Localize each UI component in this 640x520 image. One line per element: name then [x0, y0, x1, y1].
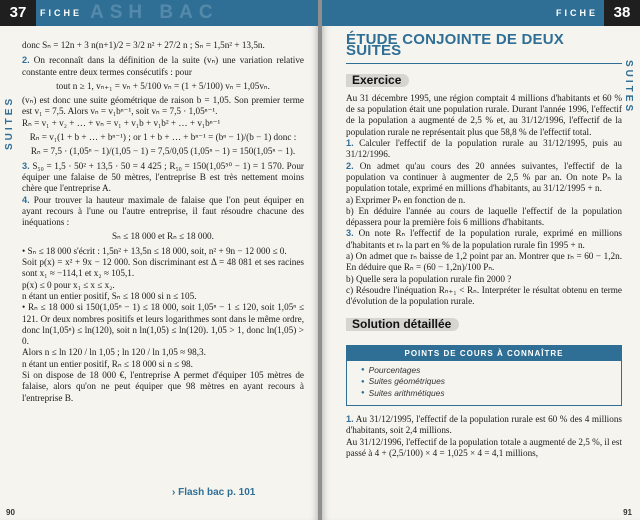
eq-rn-3: Rₙ = 7,5 · (1,05ⁿ − 1)/(1,05 − 1) = 7,5/0,05 (1,05ⁿ − 1) = 150(1,05ⁿ − 1).	[30, 146, 296, 157]
para-geom: (vₙ) est donc une suite géométrique de raison b = 1,05. Son premier terme est v₁ = 7,5. Alors vₙ = v₁bⁿ⁻¹, soit vₙ = 7,5 · 1,05ⁿ⁻¹.	[22, 95, 304, 117]
question-3c: c) Résoudre l'inéquation Rₙ₊₁ < Rₙ. Interpréter le résultat obtenu en terme d'évolution de la population rurale.	[346, 284, 622, 307]
title-rule	[346, 63, 622, 64]
exercise-heading: Exercice	[346, 74, 409, 87]
para-2: 2. On reconnaît dans la définition de la suite (vₙ) une variation relative constante entre deux termes consécutifs : pour	[22, 55, 305, 77]
right-side-tab: SUITES	[623, 60, 634, 115]
para-disc: Soit p(x) = x² + 9x − 12 000. Son discriminant est Δ = 48 081 et ses racines sont x₁ ≈ −114,1 et x₂ ≈ 105,1.	[22, 257, 304, 279]
course-points-box	[346, 345, 622, 406]
question-1: 1. Calculer l'effectif de la population rurale au 31/12/1995, puis au 31/12/1996.	[346, 138, 623, 160]
left-page-number: 37	[0, 0, 36, 26]
para-sn: donc Sₙ = 12n + 3 n(n+1)/2 = 3/2 n² + 27/2 n ; Sₙ = 1,5n² + 13,5n.	[22, 40, 265, 50]
course-point-item: ● Suites géométriques	[361, 376, 621, 387]
solution-heading: Solution détaillée	[346, 318, 459, 331]
right-page-number: 38	[604, 0, 640, 26]
question-3b: b) Quelle sera la population rurale fin 2000 ?	[346, 273, 512, 284]
left-page	[0, 0, 318, 520]
eq-rn-2: Rₙ = v₁(1 + b + … + bⁿ⁻¹) ; or 1 + b + … + bⁿ⁻¹ = (bⁿ − 1)/(b − 1) donc :	[29, 132, 297, 143]
para-3: 3. S₅₀ = 1,5 · 50² + 13,5 · 50 = 4 425 ; R₅₀ = 150(1,05⁵⁰ − 1) = 1 570. Pour équiper une falaise de 50 mètres, l'entreprise B est très nettement moins chère que l'entreprise A.	[22, 160, 304, 194]
right-header-bar	[322, 0, 640, 26]
right-footer-number: 91	[623, 508, 632, 517]
question-3: 3. On note Rₙ l'effectif de la population rurale, exprimé en millions d'habitants et rₙ la part en % de la population rurale fin 1995 + n.	[346, 228, 623, 250]
para-px: p(x) ≤ 0 pour x₁ ≤ x ≤ x₂.	[22, 279, 115, 290]
left-side-tab: SUITES	[4, 95, 15, 150]
question-2a: a) Exprimer Pₙ en fonction de n.	[346, 194, 466, 205]
para-rn-result: n étant un entier positif, Rₙ ≤ 18 000 si n ≤ 98.	[22, 358, 193, 369]
eq-vn: tout n ≥ 1, vₙ₊₁ = vₙ + 5/100 vₙ = (1 + 5/100) vₙ = 1,05vₙ.	[56, 80, 270, 91]
solution-1b: Au 31/12/1996, l'effectif de la population totale a augmenté de 2,5 %, il est passé à 4 + (2,5/100) × 4 = 1,025 × 4 = 4,1 millions,	[346, 436, 623, 458]
eq-rn-1: Rₙ = v₁ + v₂ + … + vₙ = v₁ + v₁b + v₁b² + … + v₁bⁿ⁻¹	[22, 117, 221, 128]
right-page	[322, 0, 640, 520]
left-fiche-label: FICHE	[40, 8, 82, 18]
question-2b: b) En déduire l'année au cours de laquelle l'effectif de la population dépassera pour la première fois 6 millions d'habitants.	[346, 205, 622, 228]
question-2: 2. On admet qu'au cours des 20 années suivantes, l'effectif de la population va continuer à augmenter de 2,5 % par an. On note Pₙ la population totale, exprimé en millions d'habitants, au 31/12/1995 + n.	[346, 160, 623, 194]
para-sn-ineq: • Sₙ ≤ 18 000 s'écrit : 1,5n² + 13,5n ≤ 18 000, soit, n² + 9n − 12 000 ≤ 0.	[22, 245, 287, 256]
left-watermark: ASH BAC	[90, 2, 219, 23]
eq-ineq: Sₙ ≤ 18 000 et Rₙ ≤ 18 000.	[112, 231, 214, 242]
page-title: ÉTUDE CONJOINTE DE DEUX SUITES	[346, 31, 564, 60]
left-header-bar	[0, 0, 318, 26]
para-conclusion: Si on dispose de 18 000 €, l'entreprise A permet d'équiper 105 mètres de falaise, alors qu'on ne peut équiper que 98 mètres en ayant recours à l'entreprise B.	[22, 370, 304, 403]
flash-bac-link[interactable]: › Flash bac p. 101	[172, 487, 256, 498]
left-content	[22, 40, 304, 404]
right-fiche-label: FICHE	[556, 8, 598, 18]
course-point-item: ● Suites arithmétiques	[361, 388, 621, 399]
left-footer-number: 90	[6, 508, 15, 517]
question-3a: a) On admet que rₙ baisse de 1,2 point par an. Montrer que rₙ = 60 − 1,2n. En déduire que Rₙ = (60 − 1,2n)/100 Pₙ.	[346, 251, 622, 273]
exercise-intro: Au 31 décembre 1995, une région comptait 4 millions d'habitants et 60 % de sa population était une population rurale. Durant l'année 1996, l'effectif de la population a augmenté de 2,5 % et, au 31/12/1996, l'effectif de la population rurale ne représentait plus que 58,8 % de l'effectif total.	[346, 92, 622, 137]
right-content	[346, 31, 623, 459]
para-sn-result: n étant un entier positif, Sₙ ≤ 18 000 si n ≤ 105.	[22, 290, 197, 301]
para-4: 4. Pour trouver la hauteur maximale de falaise que l'on peut équiper en ayant recours à l'une ou l'autre entreprise, il faut résoudre chacune des inéquations :	[22, 194, 305, 228]
course-points-title: POINTS DE COURS À CONNAÎTRE	[347, 346, 621, 361]
course-point-item: ● Pourcentages	[361, 365, 621, 376]
solution-1: 1. Au 31/12/1995, l'effectif de la population rurale est 60 % des 4 millions d'habitants, soit 2,4 millions.	[346, 413, 623, 436]
para-rn-ineq: • Rₙ ≤ 18 000 si 150(1,05ⁿ − 1) ≤ 18 000, soit 1,05ⁿ − 1 ≤ 120, soit 1,05ⁿ ≤ 121. Or deux nombres positifs et leurs logarithmes sont dans le même ordre, donc ln(1,05ⁿ) ≤ ln(120), soit n ln(1,05) ≤ ln(120). 1,05 > 1, donc ln(1,05) > 0.	[22, 302, 304, 347]
para-ln: Alors n ≤ ln 120 / ln 1,05 ; ln 120 / ln 1,05 ≈ 98,3.	[22, 347, 206, 358]
